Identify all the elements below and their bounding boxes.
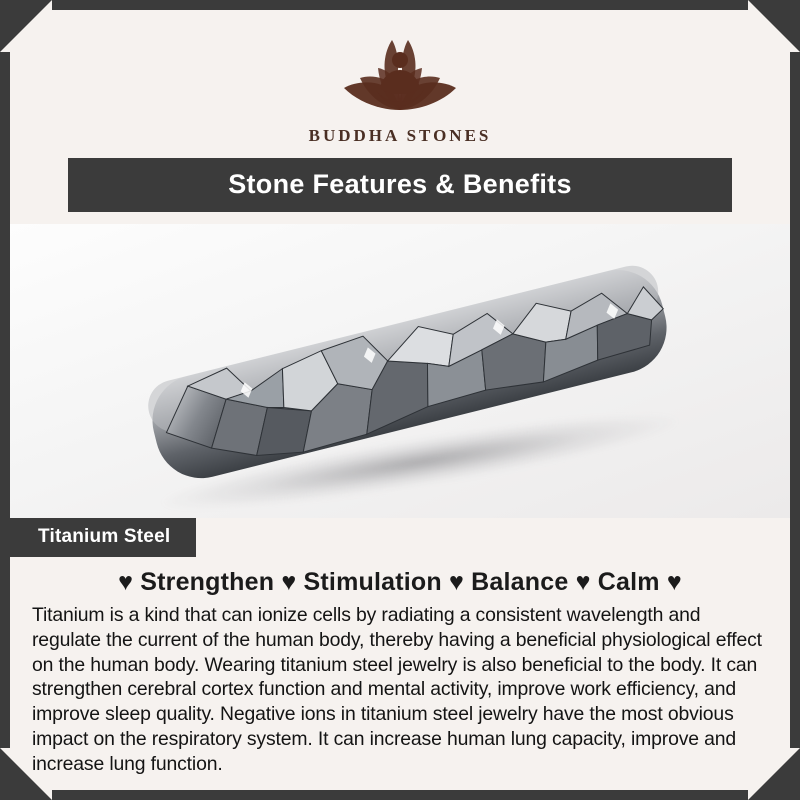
caption-strip	[10, 518, 790, 554]
hero-image	[10, 224, 790, 518]
description-text: Titanium is a kind that can ionize cells by radiating a consistent wavelength and regulate the current of the human body, thereby having a beneficial physiological effect on the human body. Wearing titanium steel jewelry is also beneficial to the body. It can strengthen cerebral cortex function and mental activity, improve work efficiency, and improve sleep quality. Negative ions in titanium steel jewelry have the most obvious impact on the respiratory system. It can increase human lung capacity, improve and increase lung function.	[32, 604, 762, 775]
frame-edge-bottom	[52, 790, 748, 800]
frame-edge-top	[52, 0, 748, 10]
stone-name-badge: Titanium Steel	[10, 518, 196, 557]
brand-logo-block	[10, 10, 790, 146]
poster-content	[10, 10, 790, 790]
frame-edge-right	[790, 52, 800, 748]
titanium-steel-crystal-graphic	[114, 224, 706, 518]
lotus-buddha-icon	[10, 26, 790, 122]
brand-name: BUDDHA STONES	[308, 126, 492, 145]
benefits-line: ♥ Strengthen ♥ Stimulation ♥ Balance ♥ Calm ♥	[118, 568, 682, 596]
page-title: Stone Features & Benefits	[68, 158, 732, 212]
frame-edge-left	[0, 52, 10, 748]
